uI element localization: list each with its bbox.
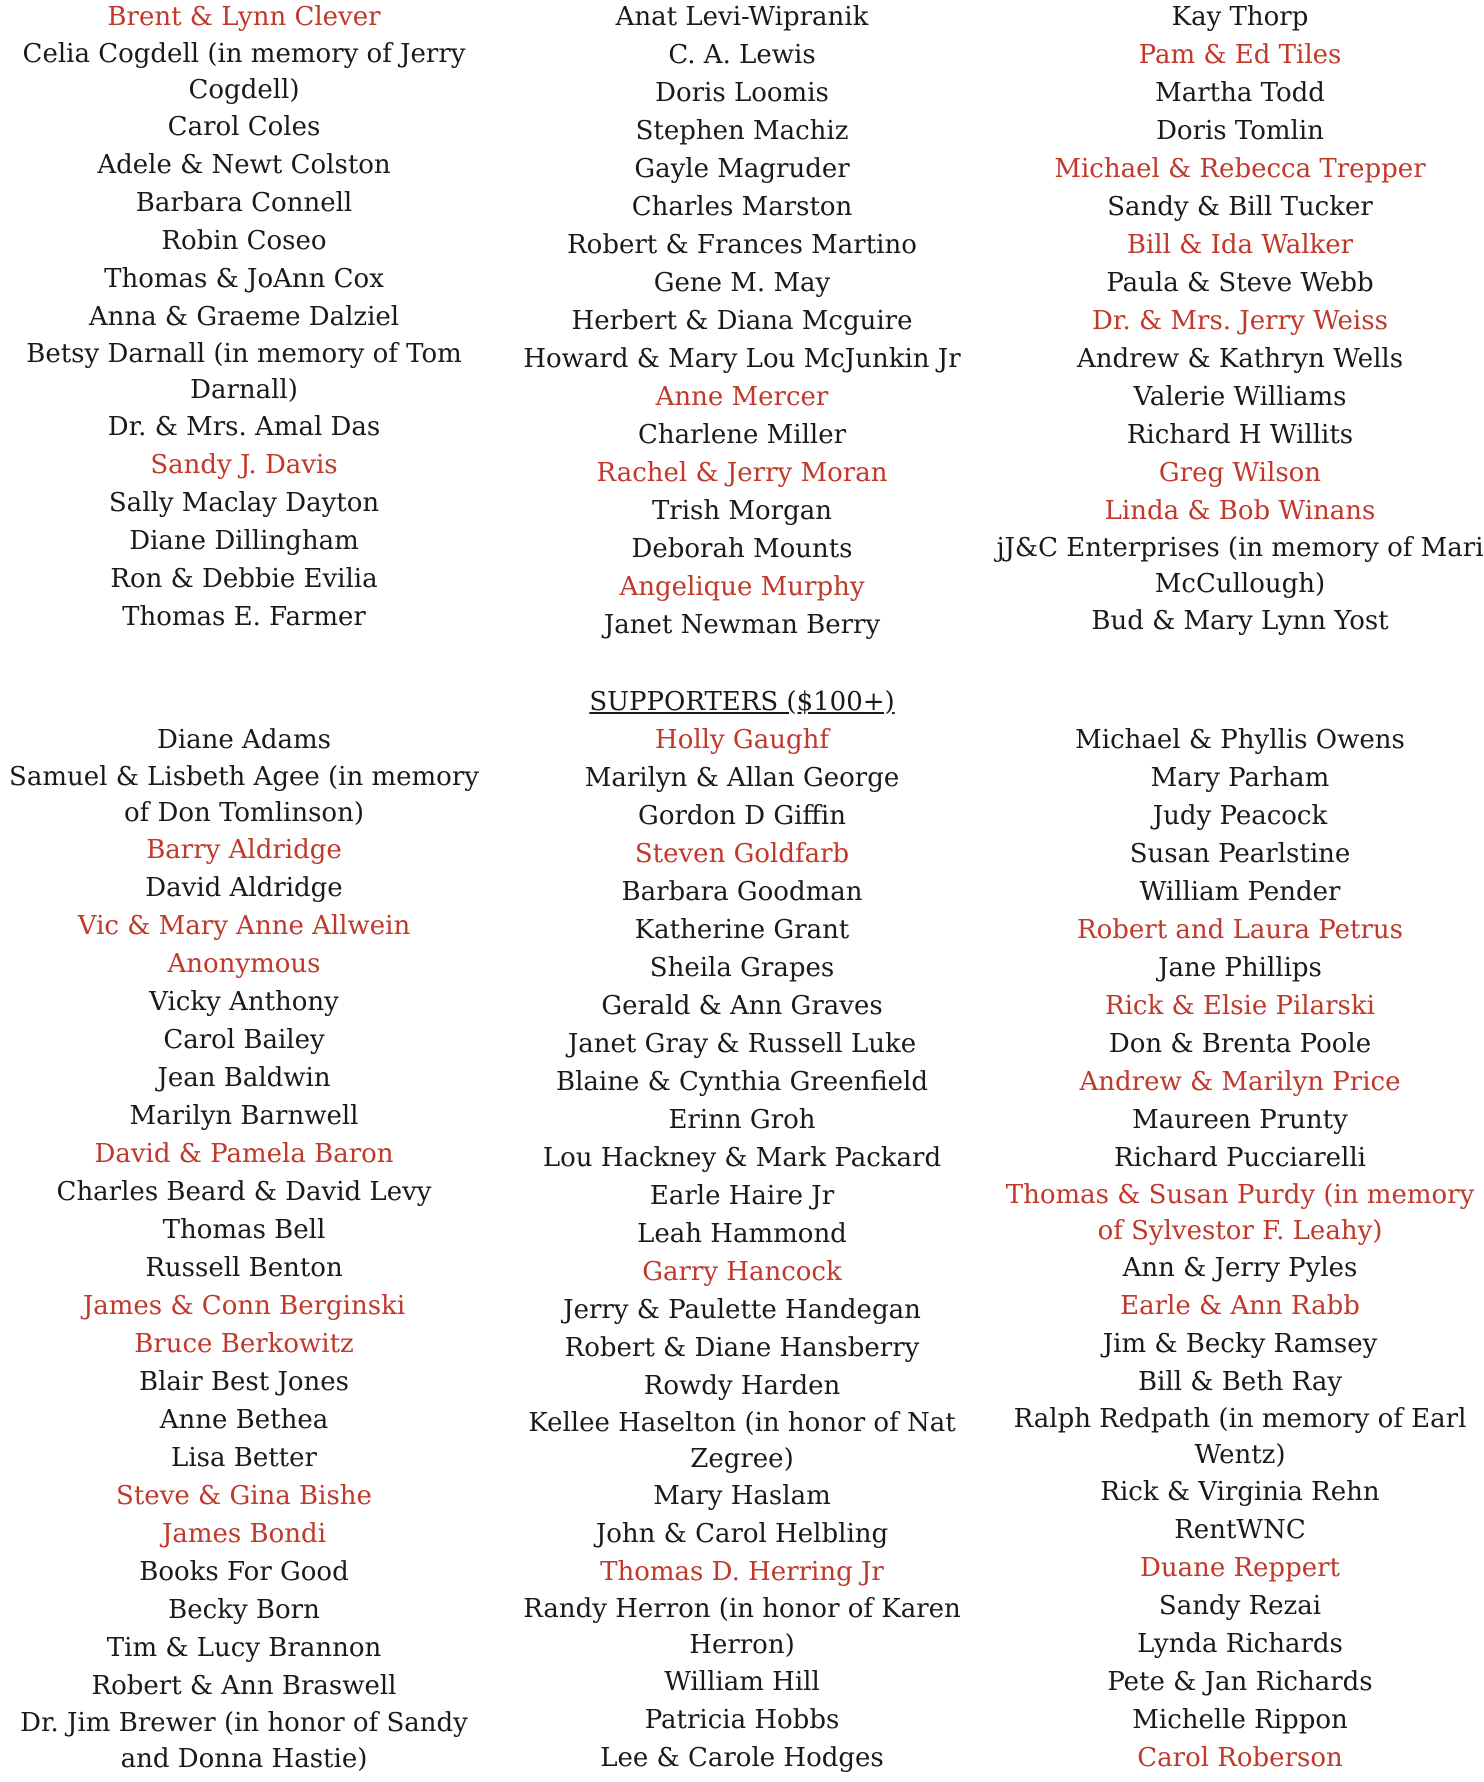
donor-name: Valerie Williams bbox=[1133, 382, 1347, 412]
donor-name: Susan Pearlstine bbox=[1129, 839, 1351, 869]
donor-name: Earle & Ann Rabb bbox=[1120, 1291, 1360, 1321]
supporters-heading: SUPPORTERS ($100+) bbox=[589, 687, 895, 717]
donor-name: Barry Aldridge bbox=[146, 835, 342, 865]
donor-name: Barbara Connell bbox=[135, 188, 353, 218]
donor-name: Earle Haire Jr bbox=[649, 1181, 835, 1211]
donor-name: James & Conn Berginski bbox=[82, 1291, 406, 1321]
donor-name: William Hill bbox=[664, 1667, 820, 1697]
donor-name: Bill & Ida Walker bbox=[1126, 230, 1354, 260]
donor-name: Samuel & Lisbeth Agee (in memory of Don Tomlinson) bbox=[9, 762, 479, 828]
donor-name: Diane Dillingham bbox=[129, 526, 359, 556]
donor-name: Gene M. May bbox=[653, 268, 831, 298]
donor-name: Ron & Debbie Evilia bbox=[110, 564, 378, 594]
donor-name: Linda & Bob Winans bbox=[1104, 496, 1376, 526]
donor-name: Mary Haslam bbox=[653, 1481, 831, 1511]
donor-name: Jim & Becky Ramsey bbox=[1102, 1329, 1378, 1359]
donor-name: Carol Roberson bbox=[1137, 1743, 1343, 1773]
donor-name: Ann & Jerry Pyles bbox=[1122, 1253, 1358, 1283]
donor-name: Holly Gaughf bbox=[655, 725, 829, 755]
donor-name: Thomas Bell bbox=[162, 1215, 326, 1245]
donor-name: Brent & Lynn Clever bbox=[107, 2, 381, 32]
donor-name: Marilyn Barnwell bbox=[129, 1101, 359, 1131]
donor-name: Rick & Virginia Rehn bbox=[1100, 1477, 1380, 1507]
donor-name: Pam & Ed Tiles bbox=[1138, 40, 1342, 70]
donor-name: Ralph Redpath (in memory of Earl Wentz) bbox=[1013, 1404, 1467, 1470]
donor-name: Deborah Mounts bbox=[631, 534, 853, 564]
donor-name: Anne Mercer bbox=[655, 382, 829, 412]
donor-name: Maureen Prunty bbox=[1132, 1105, 1348, 1135]
donor-name: Dr. & Mrs. Jerry Weiss bbox=[1092, 306, 1388, 336]
donor-name: Anonymous bbox=[167, 949, 321, 979]
donor-name: Carol Coles bbox=[167, 112, 321, 142]
donor-name: Angelique Murphy bbox=[619, 572, 865, 602]
donor-name: Sheila Grapes bbox=[649, 953, 835, 983]
donor-name: Judy Peacock bbox=[1152, 801, 1328, 831]
donor-name: Jerry & Paulette Handegan bbox=[563, 1295, 921, 1325]
donor-name: Jane Phillips bbox=[1158, 953, 1322, 983]
donor-name: Barbara Goodman bbox=[621, 877, 863, 907]
donor-name: Dr. Jim Brewer (in honor of Sandy and Donna Hastie) bbox=[20, 1708, 468, 1774]
supporters-column-1 bbox=[0, 721, 488, 1777]
donor-name: David & Pamela Baron bbox=[94, 1139, 394, 1169]
donor-name: Becky Born bbox=[168, 1595, 320, 1625]
donor-name: Mary Parham bbox=[1150, 763, 1330, 793]
donor-name: Robin Coseo bbox=[161, 226, 327, 256]
donor-name: Anne Bethea bbox=[159, 1405, 329, 1435]
donor-name: Pete & Jan Richards bbox=[1107, 1667, 1373, 1697]
donor-name: Trish Morgan bbox=[651, 496, 833, 526]
donor-name: Martha Todd bbox=[1155, 78, 1325, 108]
donor-name: Patricia Hobbs bbox=[644, 1705, 840, 1735]
donor-name: Bud & Mary Lynn Yost bbox=[1091, 606, 1389, 636]
donor-name: Kay Thorp bbox=[1171, 2, 1309, 32]
donor-name: Gerald & Ann Graves bbox=[601, 991, 883, 1021]
supporters-column-2 bbox=[488, 721, 996, 1777]
supporters-column-3 bbox=[996, 721, 1484, 1777]
donor-name: Charles Marston bbox=[631, 192, 853, 222]
donor-name: Gordon D Giffin bbox=[638, 801, 846, 831]
donor-name: Anat Levi-Wipranik bbox=[615, 2, 869, 32]
donor-name: Robert & Ann Braswell bbox=[91, 1671, 397, 1701]
donor-name: Michael & Rebecca Trepper bbox=[1054, 154, 1426, 184]
donor-name: Dr. & Mrs. Amal Das bbox=[107, 412, 381, 442]
donor-name: Jean Baldwin bbox=[157, 1063, 331, 1093]
donor-name: C. A. Lewis bbox=[668, 40, 816, 70]
donor-name: John & Carol Helbling bbox=[595, 1519, 889, 1549]
donor-name: Tim & Lucy Brannon bbox=[106, 1633, 382, 1663]
donor-name: Rachel & Jerry Moran bbox=[596, 458, 888, 488]
donor-name: Andrew & Marilyn Price bbox=[1079, 1067, 1401, 1097]
donor-name: James Bondi bbox=[161, 1519, 327, 1549]
donor-name: Leah Hammond bbox=[637, 1219, 847, 1249]
donor-name: jJ&C Enterprises (in memory of Mari McCullough) bbox=[996, 533, 1484, 599]
donor-name: Lee & Carole Hodges bbox=[600, 1743, 884, 1773]
donor-name: Kellee Haselton (in honor of Nat Zegree) bbox=[528, 1408, 956, 1474]
donor-column-1 bbox=[0, 0, 488, 644]
donor-name: RentWNC bbox=[1174, 1515, 1306, 1545]
donor-name: Carol Bailey bbox=[163, 1025, 325, 1055]
donor-name: Steve & Gina Bishe bbox=[116, 1481, 372, 1511]
donor-name: Thomas & JoAnn Cox bbox=[104, 264, 384, 294]
donor-name: William Pender bbox=[1139, 877, 1341, 907]
donor-name: Stephen Machiz bbox=[635, 116, 849, 146]
donor-name: Randy Herron (in honor of Karen Herron) bbox=[523, 1594, 961, 1660]
donor-section-top bbox=[0, 0, 1484, 644]
donor-name: Erinn Groh bbox=[668, 1105, 816, 1135]
donor-name: Lynda Richards bbox=[1137, 1629, 1343, 1659]
donor-name: Bruce Berkowitz bbox=[134, 1329, 354, 1359]
donor-name: Janet Newman Berry bbox=[603, 610, 881, 640]
donor-name: Howard & Mary Lou McJunkin Jr bbox=[523, 344, 961, 374]
donor-name: Doris Loomis bbox=[655, 78, 829, 108]
donor-name: Thomas & Susan Purdy (in memory of Sylvestor F. Leahy) bbox=[1005, 1180, 1475, 1246]
donor-name: Sally Maclay Dayton bbox=[108, 488, 380, 518]
donor-name: Robert & Diane Hansberry bbox=[564, 1333, 920, 1363]
donor-name: Betsy Darnall (in memory of Tom Darnall) bbox=[26, 339, 462, 405]
donor-section-supporters bbox=[0, 721, 1484, 1777]
donor-name: Celia Cogdell (in memory of Jerry Cogdell) bbox=[22, 39, 466, 105]
donor-name: Thomas E. Farmer bbox=[122, 602, 366, 632]
donor-name: Lou Hackney & Mark Packard bbox=[542, 1143, 942, 1173]
donor-name: Greg Wilson bbox=[1158, 458, 1322, 488]
donor-name: Marilyn & Allan George bbox=[584, 763, 900, 793]
donor-name: Steven Goldfarb bbox=[634, 839, 850, 869]
donor-name: Lisa Better bbox=[171, 1443, 317, 1473]
donor-name: Michael & Phyllis Owens bbox=[1075, 725, 1405, 755]
donor-name: Bill & Beth Ray bbox=[1137, 1367, 1343, 1397]
donor-name: Blair Best Jones bbox=[138, 1367, 350, 1397]
donor-name: Vicky Anthony bbox=[149, 987, 339, 1017]
donor-name: Sandy & Bill Tucker bbox=[1107, 192, 1373, 222]
donor-name: Paula & Steve Webb bbox=[1106, 268, 1374, 298]
donor-name: Sandy Rezai bbox=[1158, 1591, 1322, 1621]
donor-name: Charles Beard & David Levy bbox=[56, 1177, 432, 1207]
donor-column-2 bbox=[488, 0, 996, 644]
donor-name: Michelle Rippon bbox=[1132, 1705, 1348, 1735]
donor-name: Duane Reppert bbox=[1139, 1553, 1340, 1583]
donor-name: Russell Benton bbox=[145, 1253, 343, 1283]
donor-name: David Aldridge bbox=[145, 873, 343, 903]
donor-name: Diane Adams bbox=[157, 725, 331, 755]
donor-name: Anna & Graeme Dalziel bbox=[88, 302, 400, 332]
donor-name: Books For Good bbox=[139, 1557, 349, 1587]
donor-column-3 bbox=[996, 0, 1484, 644]
donor-name: Garry Hancock bbox=[642, 1257, 842, 1287]
donor-name: Katherine Grant bbox=[634, 915, 850, 945]
donor-name: Robert and Laura Petrus bbox=[1077, 915, 1403, 945]
donor-name: Adele & Newt Colston bbox=[97, 150, 391, 180]
donor-name: Rick & Elsie Pilarski bbox=[1105, 991, 1375, 1021]
donor-name: Richard Pucciarelli bbox=[1114, 1143, 1366, 1173]
donor-name: Blaine & Cynthia Greenfield bbox=[555, 1067, 929, 1097]
donor-name: Gayle Magruder bbox=[634, 154, 850, 184]
donor-name: Vic & Mary Anne Allwein bbox=[77, 911, 411, 941]
donor-name: Thomas D. Herring Jr bbox=[600, 1557, 884, 1587]
donor-name: Herbert & Diana Mcguire bbox=[571, 306, 913, 336]
donor-name: Richard H Willits bbox=[1126, 420, 1354, 450]
donor-name: Robert & Frances Martino bbox=[567, 230, 917, 260]
donor-name: Sandy J. Davis bbox=[150, 450, 338, 480]
donor-name: Don & Brenta Poole bbox=[1108, 1029, 1372, 1059]
donor-name: Doris Tomlin bbox=[1156, 116, 1324, 146]
donor-name: Rowdy Harden bbox=[643, 1371, 841, 1401]
donor-name: Janet Gray & Russell Luke bbox=[567, 1029, 917, 1059]
donor-name: Charlene Miller bbox=[637, 420, 847, 450]
donor-name: Andrew & Kathryn Wells bbox=[1076, 344, 1404, 374]
